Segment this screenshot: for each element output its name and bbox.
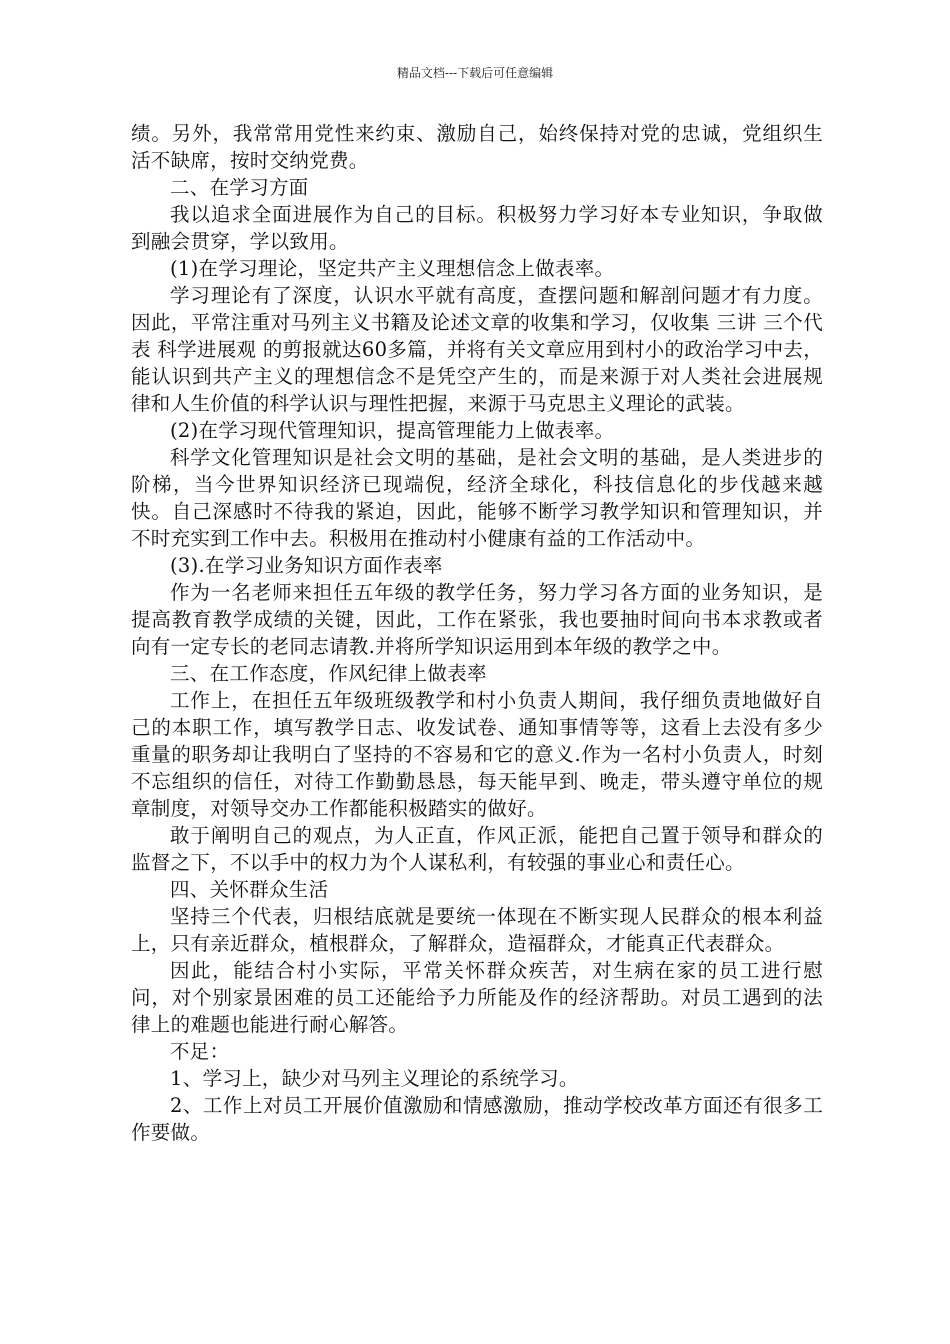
heading-care: 四、关怀群众生活 <box>170 878 329 901</box>
page-header: 精品文档---下载后可任意编辑 <box>396 66 554 80</box>
heading-work-attitude: 三、在工作态度，作风纪律上做表率 <box>170 662 487 685</box>
paragraph-party-conduct: 绩。另外，我常常用党性来约束、激励自己，始终保持对党的忠诚，党组织生活不缺席，按时交纳党费。 <box>131 122 823 172</box>
paragraph-three-represents: 坚持三个代表，归根结底就是要统一体现在不断实现人民群众的根本利益上，只有亲近群众，植根群众，了解群众，造福群众，才能真正代表群众。 <box>131 905 823 955</box>
paragraph-management: 科学文化管理知识是社会文明的基础，是社会文明的基础，是人类进步的阶梯，当今世界知识经济已现端倪，经济全球化，科技信息化的步伐越来越快。自己深感时不待我的紧迫，因此，能够不断学习教学知识和管理知识，并不时充实到工作中去。积极用在推动村小健康有益的工作活动中。 <box>131 446 823 550</box>
paragraph-care-staff: 因此，能结合村小实际，平常关怀群众疾苦，对生病在家的员工进行慰问，对个别家景困难的员工还能给予力所能及作的经济帮助。对员工遇到的法律上的难题也能进行耐心解答。 <box>131 959 823 1036</box>
paragraph-business: 作为一名老师来担任五年级的教学任务，努力学习各方面的业务知识，是提高教育教学成绩的关键，因此，工作在紧张，我也要抽时间向书本求教或者向有一定专长的老同志请教.并将所学知识运用到本年级的教学之中。 <box>131 581 823 658</box>
subheading-theory: (1)在学习理论，坚定共产主义理想信念上做表率。 <box>170 257 615 280</box>
document-body <box>131 120 823 1146</box>
heading-study: 二、在学习方面 <box>170 176 309 199</box>
subheading-management: (2)在学习现代管理知识，提高管理能力上做表率。 <box>170 419 615 442</box>
shortcoming-item-2: 2、工作上对员工开展价值激励和情感激励，推动学校改革方面还有很多工作要做。 <box>131 1094 823 1144</box>
heading-shortcomings: 不足： <box>170 1040 230 1063</box>
paragraph-study-goal: 我以追求全面进展作为自己的目标。积极努力学习好本专业知识，争取做到融会贯穿，学以致用。 <box>131 203 823 253</box>
shortcoming-item-1: 1、学习上，缺少对马列主义理论的系统学习。 <box>170 1067 579 1090</box>
paragraph-work: 工作上，在担任五年级班级教学和村小负责人期间，我仔细负责地做好自己的本职工作，填写教学日志、收发试卷、通知事情等等，这看上去没有多少重量的职务却让我明白了坚持的不容易和它的意义.作为一名村小负责人，时刻不忘组织的信任，对待工作勤勤恳恳，每天能早到、晚走，带头遵守单位的规章制度，对领导交办工作都能积极踏实的做好。 <box>131 689 823 820</box>
subheading-business: (3).在学习业务知识方面作表率 <box>170 554 443 577</box>
paragraph-theory: 学习理论有了深度，认识水平就有高度，查摆问题和解剖问题才有力度。因此，平常注重对马列主义书籍及论述文章的收集和学习，仅收集 三讲 三个代表 科学进展观 的剪报就达60多篇，并将有关文章应用到村小的政治学习中去，能认识到共产主义的理想信念不是凭空产生的，而是来源于对人类社会进展规律和人生价值的科学认识与理性把握，来源于马克思主义理论的武装。 <box>131 284 823 415</box>
paragraph-integrity: 敢于阐明自己的观点，为人正直，作风正派，能把自己置于领导和群众的监督之下，不以手中的权力为个人谋私利，有较强的事业心和责任心。 <box>131 824 823 874</box>
